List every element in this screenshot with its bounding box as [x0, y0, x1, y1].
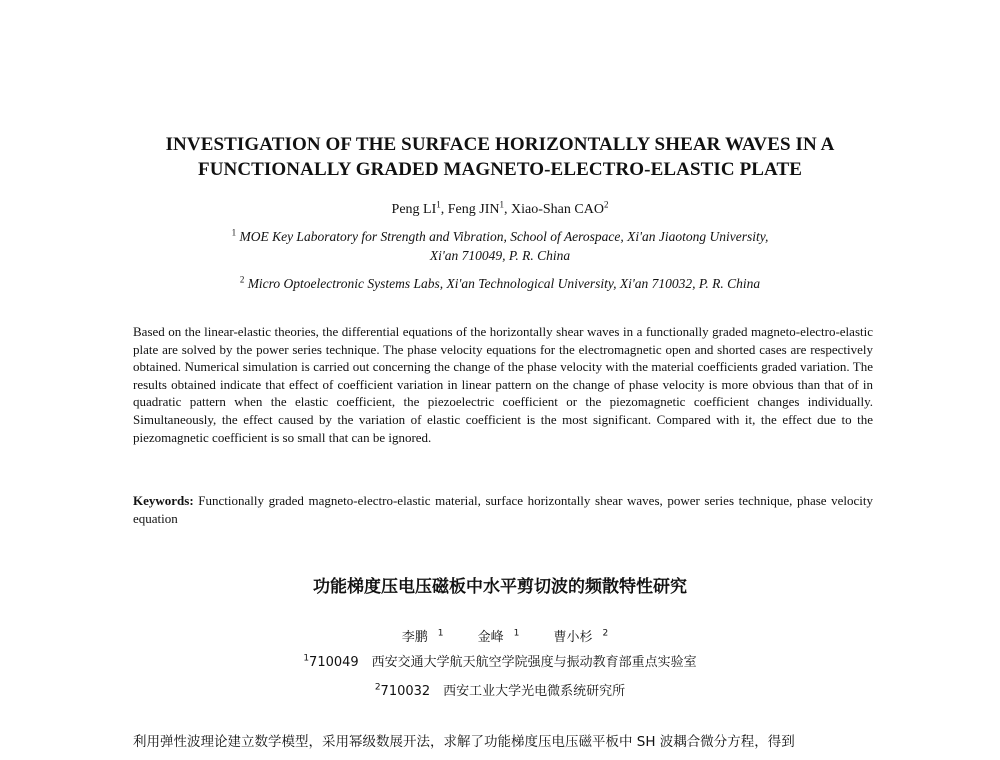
zh-author-sup: 1 — [437, 628, 444, 639]
zh-affiliation-1 — [100, 651, 900, 670]
zh-affiliation-sup: 1 — [303, 653, 310, 664]
title-line-1: INVESTIGATION OF THE SURFACE HORIZONTALLY SHEAR WAVES IN A — [165, 134, 835, 155]
affiliation-2 — [130, 274, 870, 293]
affiliation-line: Xi'an 710049, P. R. China — [429, 248, 571, 263]
author-name: Xiao-Shan CAO — [511, 202, 604, 217]
zh-author-name: 金峰 — [477, 630, 504, 645]
keywords-text: Functionally graded magneto-electro-elastic material, surface horizontally shear waves, power series technique, phase velocity equation — [133, 493, 873, 526]
zh-affiliation-text: 710032 西安工业大学光电微系统研究所 — [380, 684, 626, 699]
zh-affiliation-2 — [100, 680, 900, 699]
keywords-label: Keywords: — [133, 493, 194, 508]
affiliation-sup: 2 — [239, 274, 245, 285]
zh-author-list — [100, 626, 900, 645]
paper-title — [100, 132, 900, 182]
author-list: Peng $LI^1$, Feng JIN$^1$, Xiao-Shan CAO$^2$ — [391, 199, 609, 217]
zh-abstract: 利用弹性波理论建立数学模型，采用幂级数展开法，求解了功能梯度压电压磁平板中 SH 波耦合微分方程，得到 — [133, 734, 795, 750]
author-name: Feng JIN — [447, 202, 500, 217]
zh-affiliation-text: 710049 西安交通大学航天航空学院强度与振动教育部重点实验室 — [309, 655, 697, 670]
author-sup: 2 — [603, 199, 609, 210]
zh-affiliation-sup: 2 — [374, 682, 381, 693]
affiliation-1 — [130, 227, 870, 265]
zh-author-name: 曹小杉 — [553, 630, 593, 645]
author-sup: 1 — [499, 199, 504, 210]
affiliation-sup: 1 — [231, 227, 237, 238]
title-line-2: FUNCTIONALLY GRADED MAGNETO-ELECTRO-ELASTIC PLATE — [197, 159, 803, 180]
zh-title: 功能梯度压电压磁板中水平剪切波的频散特性研究 — [313, 577, 687, 597]
affiliation-line: MOE Key Laboratory for Strength and Vibration, School of Aerospace, Xi'an Jiaotong University, — [239, 229, 769, 244]
affiliation-line: Micro Optoelectronic Systems Labs, Xi'an Technological University, Xi'an 710032, P. R. China — [247, 276, 761, 291]
zh-author-sup: 2 — [602, 628, 609, 639]
zh-author-sup: 1 — [513, 628, 520, 639]
abstract: Based on the linear-elastic theories, the differential equations of the horizontally shear waves in a functionally graded magneto-electro-elastic plate are solved by the power series technique. The phase velocity equations for the electromagnetic open and shorted cases are respectively obtained. Numerical simulation is carried out concerning the change of the phase velocity with the material coefficients graded variation. The results obtained indicate that effect of coefficient variation in linear pattern on the change of phase velocity is more obvious than that of in quadratic pattern when the elastic coefficient, the piezoelectric coefficient or the piezomagnetic coefficient changes individually. Simultaneously, the effect caused by the variation of elastic coefficient is the most significant. Compared with it, the effect due to the piezomagnetic coefficient is so small that can be ignored. — [133, 324, 873, 445]
author-name: Peng LI — [391, 202, 437, 217]
author-sup: 1 — [436, 199, 441, 210]
keywords — [133, 492, 873, 528]
zh-author-name: 李鹏 — [401, 630, 428, 645]
